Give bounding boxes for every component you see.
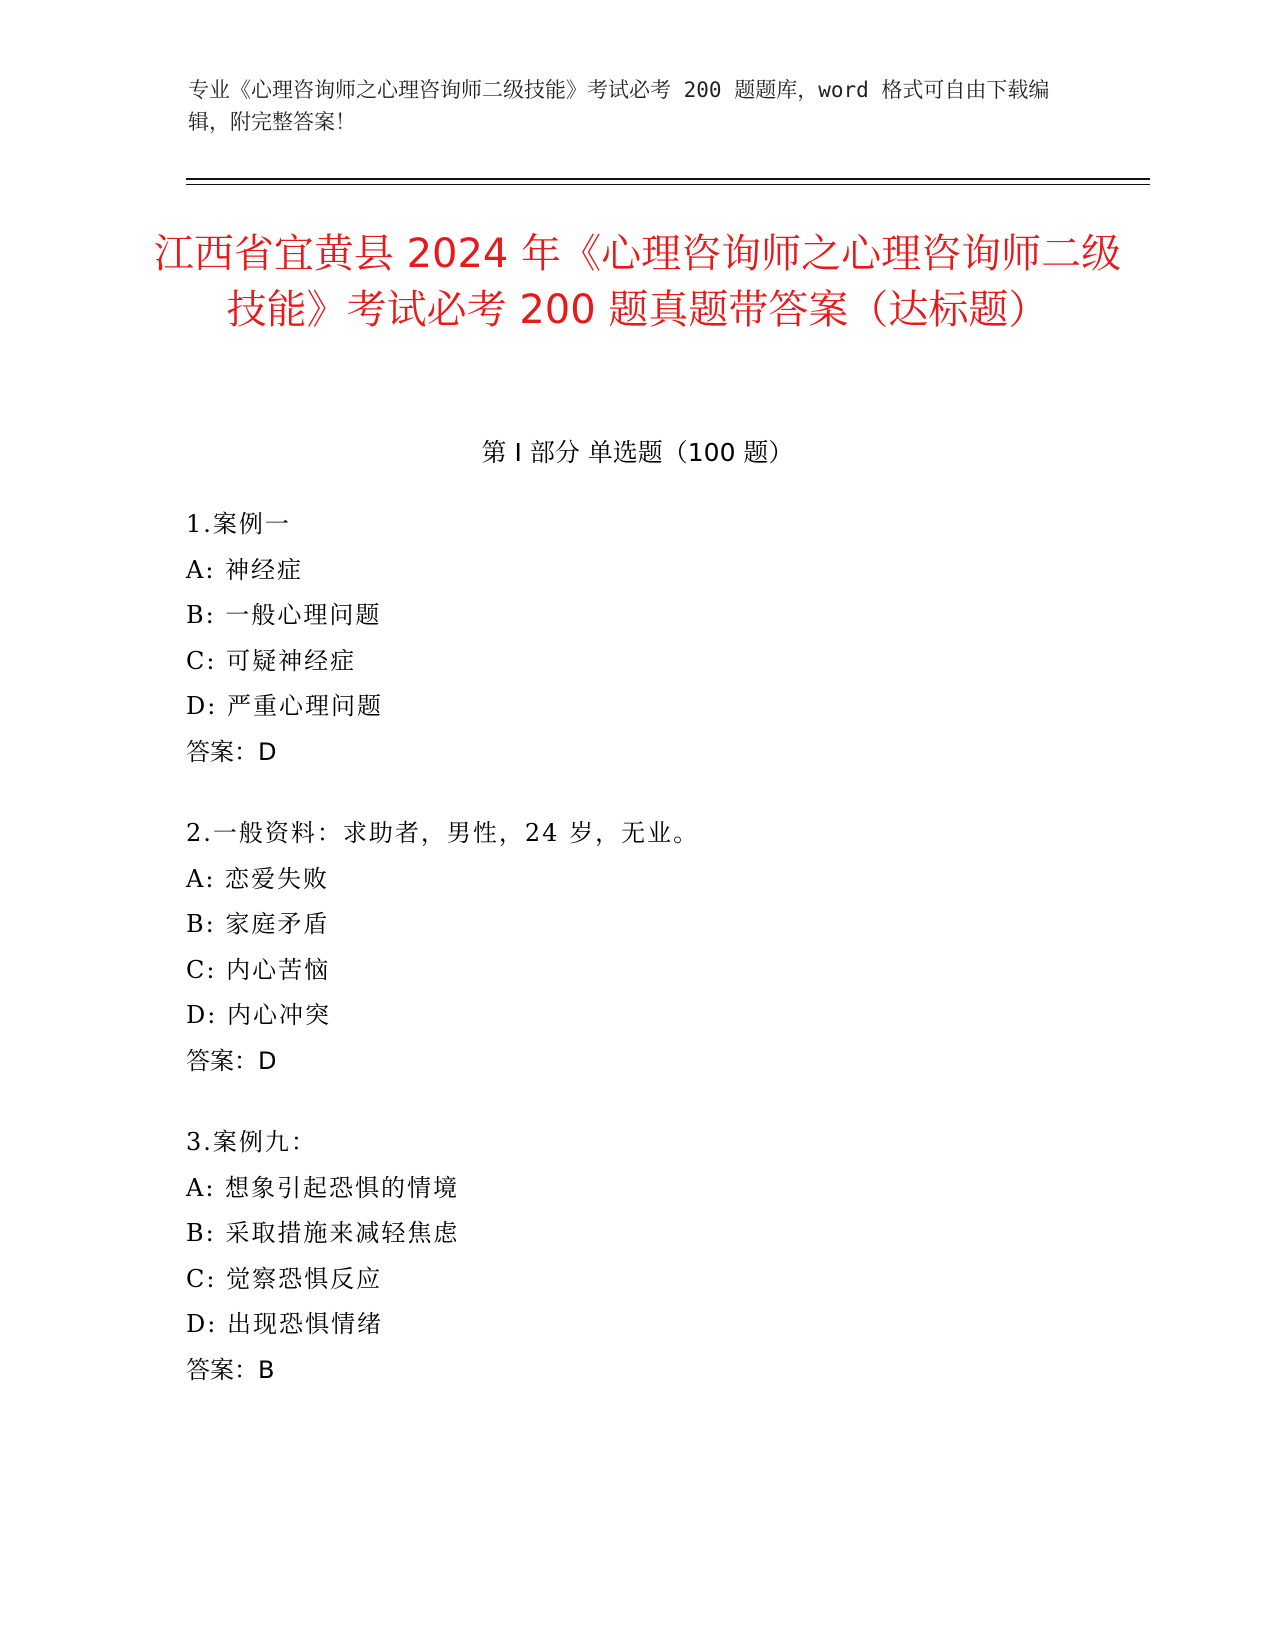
option-a: A: 想象引起恐惧的情境 — [186, 1173, 460, 1202]
option-c: C: 内心苦恼 — [186, 955, 331, 984]
option-d: D: 出现恐惧情绪 — [186, 1310, 383, 1338]
header-note: 专业《心理咨询师之心理咨询师二级技能》考试必考 200 题题库，word 格式可自由下载编辑，附完整答案！ — [188, 78, 1050, 134]
option-a: A: 神经症 — [186, 555, 304, 584]
question-block-2 — [186, 811, 1086, 1084]
document-title: 江西省宜黄县 2024 年《心理咨询师之心理咨询师二级技能》考试必考 200 题真题带答案（达标题） — [153, 231, 1122, 333]
option-b: B: 采取措施来减轻焦虑 — [186, 1219, 460, 1247]
answer-line: 答案：D — [186, 737, 277, 766]
option-d: D: 内心冲突 — [186, 1001, 331, 1029]
question-stem: 1.案例一 — [186, 510, 291, 538]
section-heading: 第 I 部分 单选题（100 题） — [481, 438, 794, 467]
option-c: C: 觉察恐惧反应 — [186, 1264, 383, 1293]
question-block-3 — [186, 1120, 1086, 1393]
question-block-1 — [186, 502, 1086, 775]
question-stem: 2.一般资料：求助者，男性，24 岁，无业。 — [186, 819, 700, 847]
answer-line: 答案：B — [186, 1355, 275, 1384]
answer-line: 答案：D — [186, 1046, 277, 1075]
option-c: C: 可疑神经症 — [186, 646, 357, 675]
option-a: A: 恋爱失败 — [186, 864, 330, 893]
question-stem: 3.案例九： — [186, 1128, 317, 1156]
option-d: D: 严重心理问题 — [186, 692, 383, 720]
option-b: B: 一般心理问题 — [186, 601, 382, 629]
option-b: B: 家庭矛盾 — [186, 910, 330, 938]
header-divider-thin — [186, 184, 1150, 185]
header-divider — [186, 178, 1150, 180]
